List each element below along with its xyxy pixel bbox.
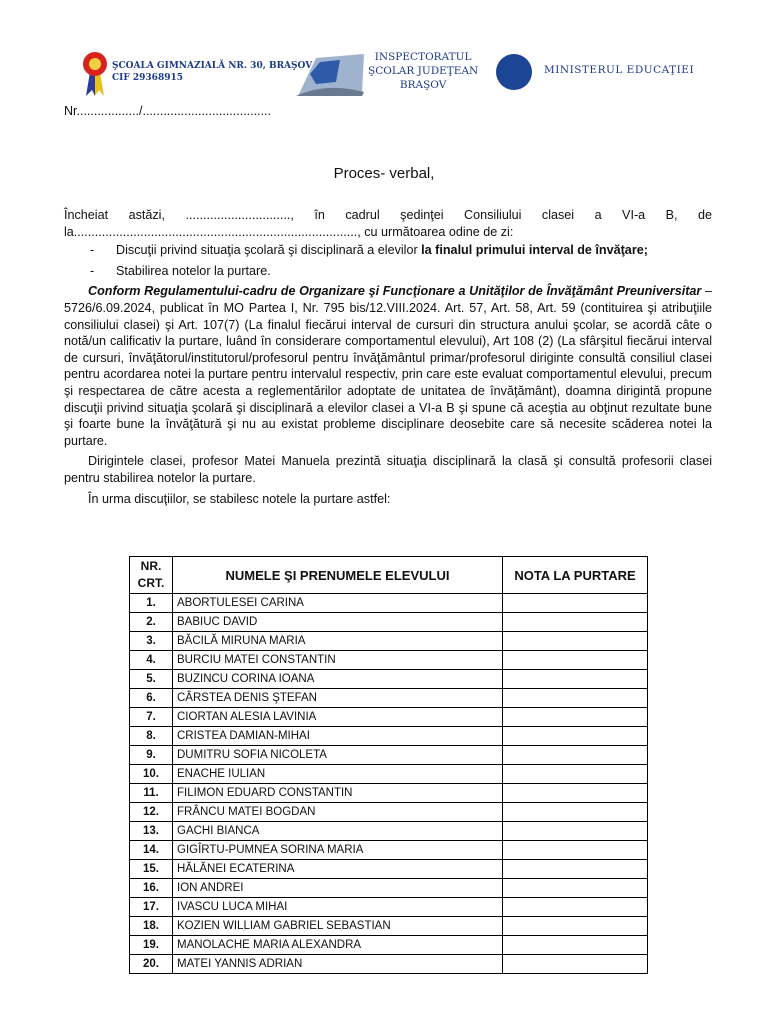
table-row xyxy=(130,784,648,803)
student-name: MANOLACHE MARIA ALEXANDRA xyxy=(173,936,503,955)
table-row xyxy=(130,613,648,632)
table-row xyxy=(130,898,648,917)
row-number: 15. xyxy=(130,860,173,879)
row-number: 10. xyxy=(130,765,173,784)
grade-cell[interactable] xyxy=(503,841,648,860)
ministry-seal-icon xyxy=(496,54,532,90)
document-body xyxy=(64,207,712,507)
row-number: 20. xyxy=(130,955,173,974)
row-number: 17. xyxy=(130,898,173,917)
student-name: CIORTAN ALESIA LAVINIA xyxy=(173,708,503,727)
row-number: 1. xyxy=(130,594,173,613)
row-number: 14. xyxy=(130,841,173,860)
grade-cell[interactable] xyxy=(503,708,648,727)
row-number: 7. xyxy=(130,708,173,727)
grade-cell[interactable] xyxy=(503,784,648,803)
student-name: BĂCILĂ MIRUNA MARIA xyxy=(173,632,503,651)
isj-logo-icon xyxy=(296,52,366,96)
agenda-item: - Stabilirea notelor la purtare. xyxy=(64,263,712,280)
table-row xyxy=(130,670,648,689)
header-grade: NOTA LA PURTARE xyxy=(503,557,648,594)
grade-cell[interactable] xyxy=(503,765,648,784)
school-rosette-logo-icon xyxy=(82,50,108,98)
agenda-item: - Discuţii privind situaţia şcolară şi disciplinară a elevilor la finalul primului interval de învăţare; xyxy=(64,242,712,259)
row-number: 4. xyxy=(130,651,173,670)
header-name: NUMELE ŞI PRENUMELE ELEVULUI xyxy=(173,557,503,594)
table-row xyxy=(130,708,648,727)
grade-cell[interactable] xyxy=(503,670,648,689)
table-row xyxy=(130,917,648,936)
row-number: 11. xyxy=(130,784,173,803)
conduct-grades-table xyxy=(129,556,648,974)
table-row xyxy=(130,879,648,898)
student-name: BUZINCU CORINA IOANA xyxy=(173,670,503,689)
table-row xyxy=(130,651,648,670)
school-name: ŞCOALA GIMNAZIALĂ NR. 30, BRAŞOV xyxy=(112,61,313,71)
table-row xyxy=(130,594,648,613)
table-row xyxy=(130,746,648,765)
grade-cell[interactable] xyxy=(503,613,648,632)
student-name: MATEI YANNIS ADRIAN xyxy=(173,955,503,974)
row-number: 13. xyxy=(130,822,173,841)
ministry-name: MINISTERUL EDUCAŢIEI xyxy=(544,64,695,76)
grade-cell[interactable] xyxy=(503,936,648,955)
student-name: CRISTEA DAMIAN-MIHAI xyxy=(173,727,503,746)
row-number: 5. xyxy=(130,670,173,689)
student-name: DUMITRU SOFIA NICOLETA xyxy=(173,746,503,765)
grade-cell[interactable] xyxy=(503,955,648,974)
table-row xyxy=(130,936,648,955)
student-name: CÂRSTEA DENIS ŞTEFAN xyxy=(173,689,503,708)
student-name: HĂLĂNEI ECATERINA xyxy=(173,860,503,879)
document-title: Proces- verbal, xyxy=(333,165,435,182)
student-name: BABIUC DAVID xyxy=(173,613,503,632)
grade-cell[interactable] xyxy=(503,651,648,670)
student-name: FRÂNCU MATEI BOGDAN xyxy=(173,803,503,822)
grade-cell[interactable] xyxy=(503,803,648,822)
table-row xyxy=(130,632,648,651)
registration-number-line: Nr................../..................................... xyxy=(64,104,271,118)
row-number: 6. xyxy=(130,689,173,708)
student-name: GIGÎRTU-PUMNEA SORINA MARIA xyxy=(173,841,503,860)
row-number: 12. xyxy=(130,803,173,822)
grade-cell[interactable] xyxy=(503,860,648,879)
intro-paragraph: Încheiat astăzi, .............................., în cadrul şedinţei Consiliului clasei a VI-a B, de la................................................................................., cu următoarea odine de zi: xyxy=(64,208,712,239)
grade-cell[interactable] xyxy=(503,746,648,765)
grade-cell[interactable] xyxy=(503,917,648,936)
student-name: FILIMON EDUARD CONSTANTIN xyxy=(173,784,503,803)
row-number: 8. xyxy=(130,727,173,746)
table-row xyxy=(130,803,648,822)
student-name: BURCIU MATEI CONSTANTIN xyxy=(173,651,503,670)
letterhead xyxy=(78,44,698,104)
grade-cell[interactable] xyxy=(503,822,648,841)
student-name: IVASCU LUCA MIHAI xyxy=(173,898,503,917)
table-row xyxy=(130,727,648,746)
student-name: GACHI BIANCA xyxy=(173,822,503,841)
isj-name: INSPECTORATUL ŞCOLAR JUDEŢEAN BRAŞOV xyxy=(368,51,479,91)
row-number: 2. xyxy=(130,613,173,632)
student-name: ABORTULESEI CARINA xyxy=(173,594,503,613)
row-number: 9. xyxy=(130,746,173,765)
diriginte-paragraph: Dirigintele clasei, profesor Matei Manuela prezintă situaţia disciplinară la clasă şi consultă profesorii clasei pentru stabilirea notelor la purtare. xyxy=(64,454,712,485)
student-name: ION ANDREI xyxy=(173,879,503,898)
table-row xyxy=(130,841,648,860)
table-row xyxy=(130,955,648,974)
table-row xyxy=(130,689,648,708)
conclusion-paragraph: În urma discuţiilor, se stabilesc notele la purtare astfel: xyxy=(88,491,391,506)
regulation-paragraph: Conform Regulamentului-cadru de Organizare şi Funcţionare a Unităţilor de Învăţământ Preuniversitar –5726/6.09.2024, publicat în MO Partea I, Nr. 795 bis/12.VIII.2024. Art. 57, Art. 58, Art. 59 (contituirea şi atribuţiile consiliului clasei) şi Art. 107(7) (La finalul fiecărui interval de cursuri din structura anului şcolar, se acordă câte o notă/un calificativ la purtare, luând în considerare comportamentul elevului), Art 108 (2) (La sfârşitul fiecărui interval de cursuri, învăţătorul/institutorul/profesorul pentru învăţământul primar/profesorul diriginte consultă consiliul clasei pentru acordarea notei la purtare pentru intervalul respectiv, prin care este evaluat comportamentul elevului, precum şi respectarea de către acesta a reglementărilor adoptate de unitatea de învăţământ), doamna dirigintă propune discuţii privind situaţia şcolară şi disciplinară a elevilor clasei a VI-a B şi spune că aceştia au obţinut rezultate bune şi foarte bune la învăţătură şi nu au existat probleme disciplinare deosebite care să necesite scăderea notei la purtare. xyxy=(64,284,712,448)
grade-cell[interactable] xyxy=(503,879,648,898)
student-name: ENACHE IULIAN xyxy=(173,765,503,784)
grade-cell[interactable] xyxy=(503,594,648,613)
grade-cell[interactable] xyxy=(503,727,648,746)
grade-cell[interactable] xyxy=(503,898,648,917)
row-number: 16. xyxy=(130,879,173,898)
row-number: 19. xyxy=(130,936,173,955)
row-number: 3. xyxy=(130,632,173,651)
table-row xyxy=(130,822,648,841)
school-cif: CIF 29368915 xyxy=(112,73,183,83)
row-number: 18. xyxy=(130,917,173,936)
student-name: KOZIEN WILLIAM GABRIEL SEBASTIAN xyxy=(173,917,503,936)
table-row xyxy=(130,765,648,784)
table-header-row xyxy=(130,557,648,594)
grade-cell[interactable] xyxy=(503,632,648,651)
table-row xyxy=(130,860,648,879)
grade-cell[interactable] xyxy=(503,689,648,708)
header-nr: NR. CRT. xyxy=(130,557,173,594)
